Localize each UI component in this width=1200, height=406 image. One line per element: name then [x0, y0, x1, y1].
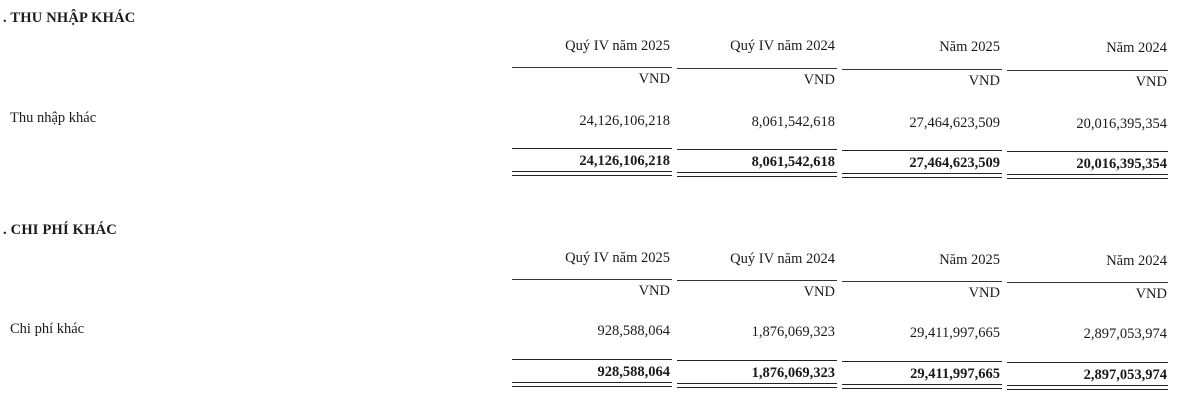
unit-label: VND	[638, 283, 670, 299]
row-label: Thu nhập khác	[10, 110, 97, 126]
total-top-rule	[512, 359, 672, 360]
header-rule	[512, 67, 672, 68]
unit-label: VND	[638, 71, 670, 87]
header-rule	[842, 69, 1002, 70]
row-value: 2,897,053,974	[1083, 326, 1167, 342]
header-rule	[842, 281, 1002, 282]
unit-label: VND	[803, 72, 835, 88]
header-rule	[512, 279, 672, 280]
total-top-rule	[677, 149, 837, 150]
header-rule	[1007, 282, 1168, 283]
column-header: Năm 2024	[1106, 253, 1167, 269]
total-value: 24,126,106,218	[579, 153, 670, 169]
total-double-rule	[842, 173, 1002, 178]
unit-label: VND	[968, 285, 1000, 301]
column-header: Quý IV năm 2024	[730, 251, 835, 267]
total-top-rule	[1007, 151, 1168, 152]
column-header: Năm 2024	[1106, 40, 1167, 56]
row-value: 1,876,069,323	[751, 324, 835, 340]
row-value: 20,016,395,354	[1076, 116, 1167, 132]
total-value: 20,016,395,354	[1076, 156, 1167, 172]
total-value: 8,061,542,618	[751, 154, 835, 170]
header-rule	[1007, 70, 1168, 71]
total-value: 928,588,064	[597, 364, 670, 380]
total-double-rule	[512, 171, 672, 176]
total-value: 27,464,623,509	[909, 155, 1000, 171]
total-double-rule	[842, 384, 1002, 389]
column-header: Quý IV năm 2025	[565, 250, 670, 266]
header-rule	[677, 280, 837, 281]
total-double-rule	[1007, 385, 1168, 390]
total-double-rule	[677, 383, 837, 388]
unit-label: VND	[1135, 74, 1167, 90]
total-top-rule	[1007, 362, 1168, 363]
total-top-rule	[842, 361, 1002, 362]
total-double-rule	[677, 172, 837, 177]
unit-label: VND	[803, 284, 835, 300]
row-value: 24,126,106,218	[579, 113, 670, 129]
header-rule	[677, 68, 837, 69]
total-top-rule	[512, 148, 672, 149]
section-title: . CHI PHÍ KHÁC	[3, 222, 117, 238]
column-header: Quý IV năm 2024	[730, 38, 835, 54]
column-header: Năm 2025	[939, 39, 1000, 55]
total-value: 1,876,069,323	[751, 365, 835, 381]
column-header: Năm 2025	[939, 252, 1000, 268]
total-value: 2,897,053,974	[1083, 367, 1167, 383]
unit-label: VND	[1135, 286, 1167, 302]
row-label: Chi phí khác	[10, 321, 85, 337]
section-title: . THU NHẬP KHÁC	[3, 10, 136, 26]
unit-label: VND	[968, 73, 1000, 89]
row-value: 29,411,997,665	[909, 325, 1000, 341]
column-header: Quý IV năm 2025	[565, 38, 670, 54]
total-double-rule	[512, 382, 672, 387]
row-value: 8,061,542,618	[751, 114, 835, 130]
total-double-rule	[1007, 174, 1168, 179]
row-value: 27,464,623,509	[909, 115, 1000, 131]
total-top-rule	[842, 150, 1002, 151]
total-top-rule	[677, 360, 837, 361]
total-value: 29,411,997,665	[910, 366, 1000, 382]
row-value: 928,588,064	[597, 323, 670, 339]
